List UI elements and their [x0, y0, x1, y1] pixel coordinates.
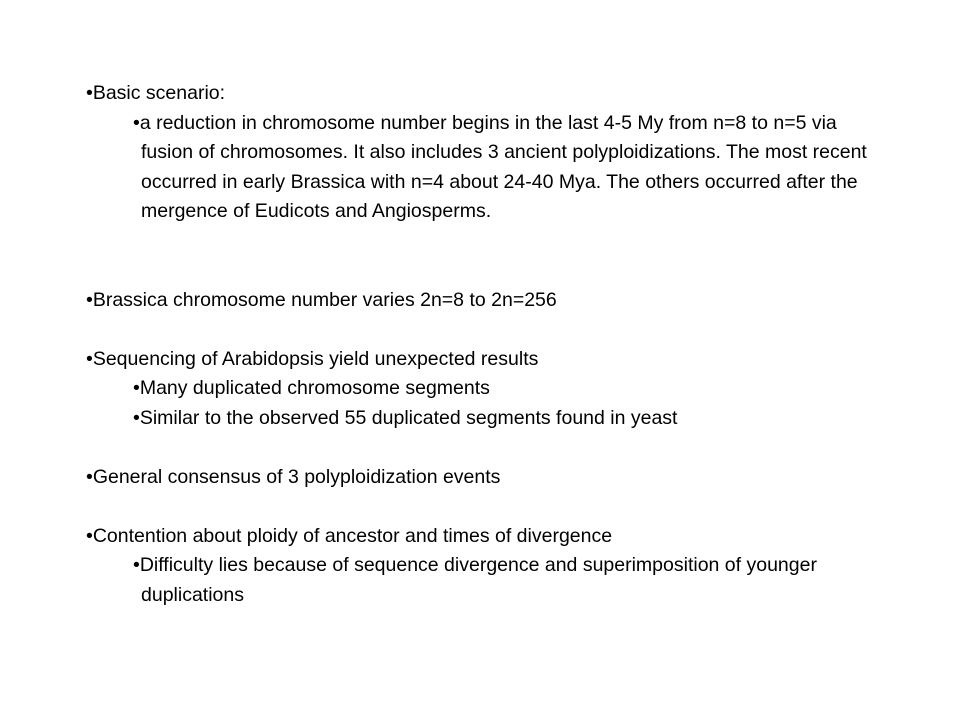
bullet-consensus: •General consensus of 3 polyploidization events	[86, 465, 501, 488]
bullet-reduction: •a reduction in chromosome number begins in the last 4-5 My from n=8 to n=5 via fusion of chromosomes. It also includes 3 ancient polyploidizations. The most recent occurred in early Brassica with n=4 about 24-40 Mya. The others occurred after the mergence of Eudicots and Angiosperms.	[133, 111, 867, 222]
spacer	[86, 315, 886, 345]
bullet-sequencing: •Sequencing of Arabidopsis yield unexpected results	[86, 347, 539, 370]
bullet-brassica-number: •Brassica chromosome number varies 2n=8 to 2n=256	[86, 288, 557, 311]
bullet-duplicated-segments: •Many duplicated chromosome segments	[133, 377, 490, 399]
bullet-difficulty: •Difficulty lies because of sequence divergence and superimposition of younger duplications	[133, 554, 817, 606]
bullet-basic-scenario: •Basic scenario:	[86, 82, 226, 104]
bullet-similar-yeast: •Similar to the observed 55 duplicated segments found in yeast	[133, 406, 678, 429]
spacer	[86, 433, 886, 463]
spacer	[86, 492, 886, 522]
spacer	[86, 227, 886, 286]
bullet-contention: •Contention about ploidy of ancestor and times of divergence	[86, 524, 613, 547]
slide-body	[86, 79, 886, 610]
